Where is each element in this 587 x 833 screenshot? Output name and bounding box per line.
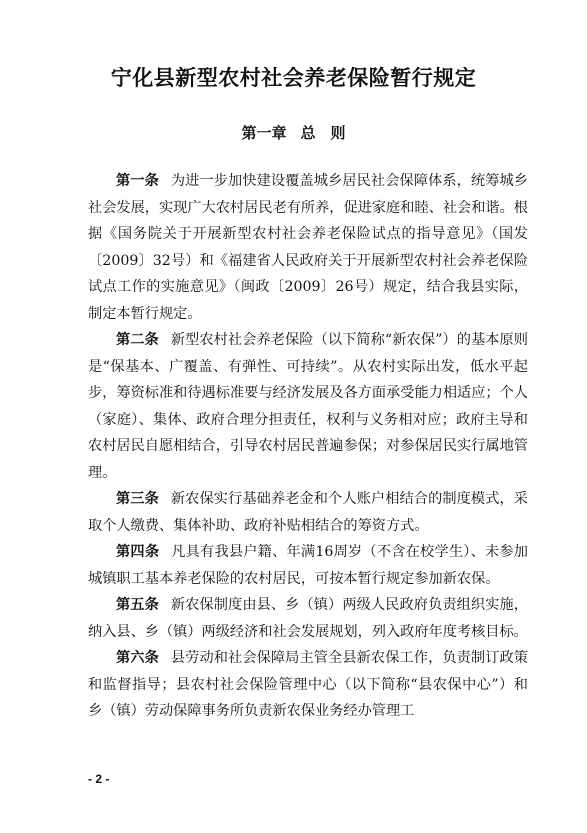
article-1: [88, 168, 528, 327]
article-number: 第六条: [116, 650, 159, 666]
chapter-heading: [0, 122, 587, 143]
article-number: 第五条: [116, 597, 159, 613]
document-title: 宁化县新型农村社会养老保险暂行规定: [110, 65, 477, 90]
article-number: 第三条: [116, 491, 159, 507]
article-text: 为进一步加快建设覆盖城乡居民社会保障体系，统筹城乡社会发展，实现广大农村居民老有所养，促进家庭和睦、社会和谐。根据《国务院关于开展新型农村社会养老保险试点的指导意见》（国发〔2009〕32号）和《福建省人民政府关于开展新型农村社会养老保险试点工作的实施意见》（闽政〔2009〕26号）规定，结合我县实际，制定本暂行规定。: [88, 173, 528, 322]
article-2: [88, 327, 528, 486]
article-text: 县劳动和社会保障局主管全县新农保工作，负责制订政策和监督指导；县农村社会保险管理中心（以下简称“县农保中心”）和乡（镇）劳动保障事务所负责新农保业务经办管理工: [88, 650, 528, 719]
document-body: [88, 168, 528, 725]
chapter-number: 第一章: [241, 124, 287, 142]
article-text: 凡具有我县户籍、年满16周岁（不含在校学生）、未参加城镇职工基本养老保险的农村居民，可按本暂行规定参加新农保。: [88, 544, 528, 587]
chapter-name: 总 则: [300, 124, 346, 142]
article-6: [88, 645, 528, 725]
article-number: 第一条: [116, 173, 159, 189]
article-4: [88, 539, 528, 592]
article-text: 新农保制度由县、乡（镇）两级人民政府负责组织实施，纳入县、乡（镇）两级经济和社会发展规划，列入政府年度考核目标。: [88, 597, 528, 640]
article-number: 第二条: [116, 332, 159, 348]
article-text: 新型农村社会养老保险（以下简称“新农保”）的基本原则是“保基本、广覆盖、有弹性、可持续”。从农村实际出发，低水平起步，筹资标准和待遇标准要与经济发展及各方面承受能力相适应；个人（家庭）、集体、政府合理分担责任，权利与义务相对应；政府主导和农村居民自愿相结合，引导农村居民普遍参保；对参保居民实行属地管理。: [88, 332, 528, 481]
page-number: - 2 -: [88, 772, 110, 786]
article-3: [88, 486, 528, 539]
article-text: 新农保实行基础养老金和个人账户相结合的制度模式，采取个人缴费、集体补助、政府补贴相结合的筹资方式。: [88, 491, 528, 534]
article-number: 第四条: [116, 544, 160, 560]
article-5: [88, 592, 528, 645]
